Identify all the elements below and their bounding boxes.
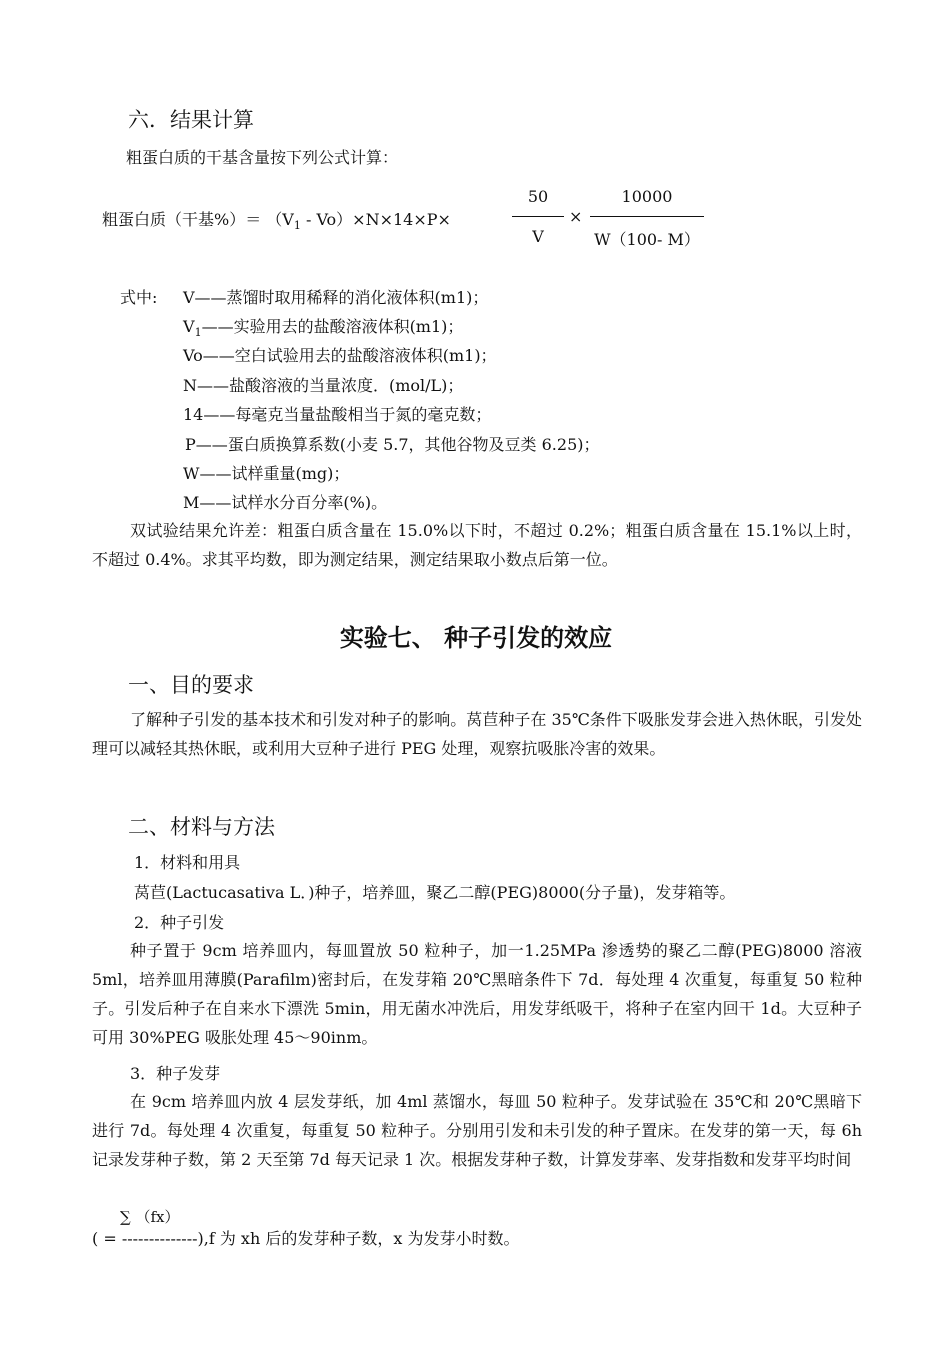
subsection-heading-priming: 2．种子引发	[134, 913, 225, 932]
definition-14: 14——每毫克当量盐酸相当于氮的毫克数；	[183, 405, 492, 424]
sum-formula-numerator: ∑ （fx）	[120, 1208, 180, 1226]
tolerance-paragraph: 双试验结果允许差：粗蛋白质含量在 15.0%以下时，不超过 0.2%；粗蛋白质含量在 15.1%以上时，不超过 0.4%。求其平均数，即为测定结果，测定结果取小数点后第一位。	[92, 521, 862, 569]
definition-p: P——蛋白质换算系数(小麦 5.7，其他谷物及豆类 6.25)；	[185, 435, 600, 454]
section-heading-materials-methods: 二、材料与方法	[128, 815, 275, 839]
subsection-heading-germination: 3．种子发芽	[130, 1064, 221, 1083]
materials-paragraph: 莴苣(Lactucasativa L．)种子，培养皿，聚乙二醇(PEG)8000(分子量)，发芽箱等。	[134, 883, 736, 902]
section-heading-objectives: 一、目的要求	[128, 673, 254, 697]
definition-vo: Vo——空白试验用去的盐酸溶液体积(m1)；	[183, 346, 497, 365]
definition-w: W——试样重量(mg)；	[183, 464, 350, 483]
fraction-denominator: W（100- M）	[594, 230, 700, 249]
fraction-10000-over-w	[588, 187, 706, 247]
subsection-heading-materials: 1．材料和用具	[134, 853, 241, 872]
formula-lhs: 粗蛋白质（干基%）＝ （V	[102, 210, 294, 229]
fraction-denominator: V	[532, 227, 544, 246]
formula-times: ×	[569, 207, 583, 226]
germination-paragraph: 在 9cm 培养皿内放 4 层发芽纸，加 4ml 蒸馏水，每皿 50 粒种子。发芽试验在 35℃和 20℃黑暗下进行 7d。每处理 4 次重复，每重复 50 粒种子。分别用引发和未引发的种子置床。在发芽的第一天，每 6h 记录发芽种子数，第 2 天至第 7d 每天记录 1 次。根据发芽种子数，计算发芽率、发芽指数和发芽平均时间	[92, 1092, 862, 1169]
formula-v1-subscript: 1	[293, 219, 301, 233]
objectives-paragraph: 了解种子引发的基本技术和引发对种子的影响。莴苣种子在 35℃条件下吸胀发芽会进入热休眠，引发处理可以减轻其热休眠，或利用大豆种子进行 PEG 处理，观察抗吸胀冷害的效果。	[92, 710, 862, 758]
experiment-title: 实验七、 种子引发的效应	[339, 623, 613, 652]
fraction-numerator: 50	[527, 187, 549, 206]
results-intro: 粗蛋白质的干基含量按下列公式计算：	[126, 148, 399, 167]
fraction-bar	[512, 216, 564, 217]
definition-v1: $V_1——$实验用去的盐酸溶液体积(m1)；	[183, 317, 464, 340]
section-heading-results: 六．结果计算	[128, 108, 254, 132]
fraction-bar	[590, 216, 704, 217]
sum-formula-line: ( = --------------),f 为 xh 后的发芽种子数，x 为发芽小时数。	[92, 1229, 520, 1248]
definition-v: V——蒸馏时取用稀释的消化液体积(m1)；	[183, 288, 489, 307]
definition-v1-subscript: 1	[194, 326, 202, 340]
definition-m: M——试样水分百分率(%)。	[183, 493, 388, 512]
fraction-numerator: 10000	[621, 187, 673, 206]
definition-n: N——盐酸溶液的当量浓度．(mol/L)；	[183, 376, 464, 395]
formula-middle: - Vo）×N×14×P×	[300, 210, 451, 229]
priming-paragraph: 种子置于 9cm 培养皿内，每皿置放 50 粒种子，加一1.25MPa 渗透势的聚乙二醇(PEG)8000 溶液 5ml，培养皿用薄膜(Parafilm)密封后，在发芽箱 20℃黑暗条件下 7d．每处理 4 次重复，每重复 50 粒种子。引发后种子在自来水下漂洗 5min，用无菌水冲洗后，用发芽纸吸干，将种子在室内回干 1d。大豆种子可用 30%PEG 吸胀处理 45～90inm。	[92, 941, 862, 1047]
definitions-label: 式中:	[120, 288, 158, 307]
fraction-50-over-v	[510, 187, 566, 247]
